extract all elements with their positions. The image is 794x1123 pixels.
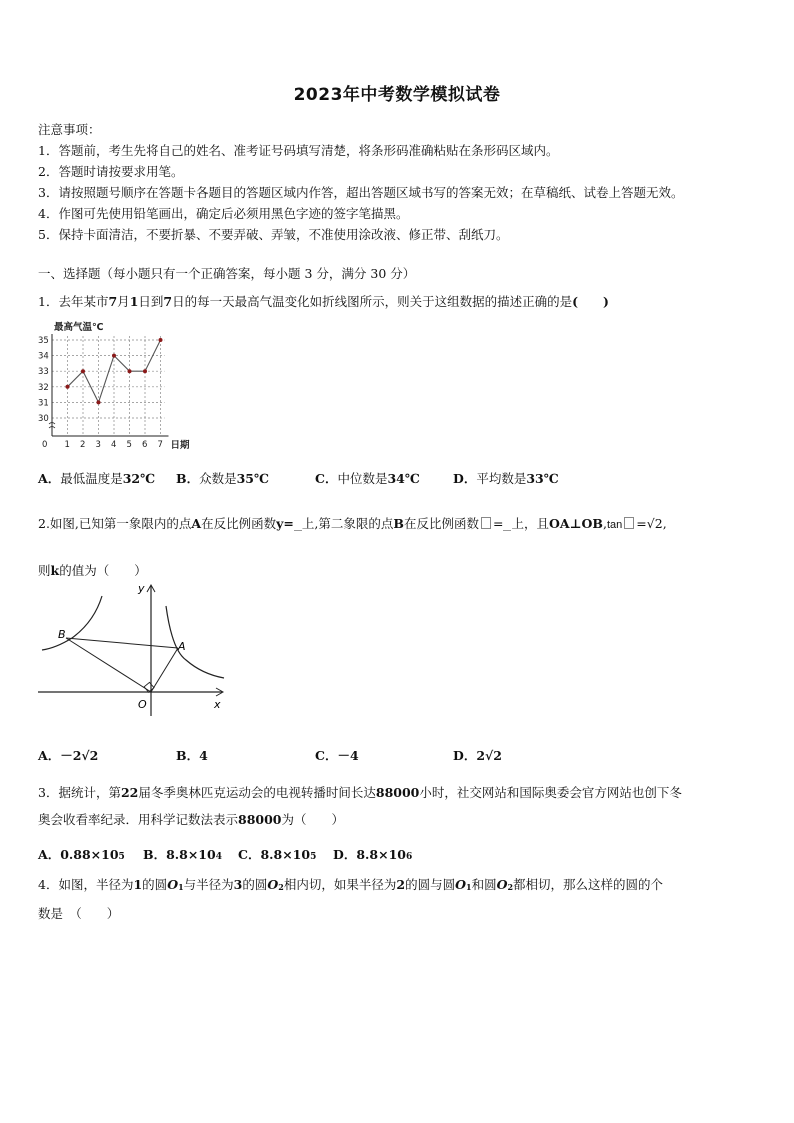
question-1-text [38, 294, 609, 310]
question-2-line2 [38, 563, 147, 579]
chart-y-tick-label: 33 [38, 367, 49, 378]
q2-t3: 上,第二象限的点 [301, 516, 394, 531]
question-4-line2: 数是 （ ） [38, 906, 120, 921]
q3-n88b: 88000 [238, 812, 282, 827]
q1-num: 1． [38, 294, 59, 309]
q1-option-a [38, 469, 155, 487]
question-4-text [38, 877, 663, 895]
q3-line2a: 奥会收看率纪录．用科学记数法表示 [38, 812, 239, 827]
page-title: 2023年中考数学模拟试卷 [293, 85, 501, 105]
q2-t2: 在反比例函数 [201, 516, 277, 531]
q4-n3: 3 [233, 877, 243, 892]
chart-x-tick-label: 6 [142, 440, 148, 450]
q3-option-c-label: C． [238, 847, 261, 862]
q4-t3: 与半径为 [183, 877, 234, 892]
question-2-text [38, 516, 667, 533]
q4-t4: 的圆 [242, 877, 268, 892]
q2-point-a: A [191, 516, 202, 531]
q2-t4: 在反比例函数 [403, 516, 479, 531]
segment-oa [151, 648, 178, 692]
chart-data-point [128, 369, 132, 373]
q4-o1b: O [455, 877, 466, 892]
question-3-text [38, 785, 682, 801]
q1-option-b-label: B． [176, 471, 200, 486]
q3-n22: 22 [120, 785, 139, 800]
q2-option-c [315, 746, 359, 764]
q2-option-a [38, 746, 98, 764]
q4-t5: 相内切，如果半径为 [283, 877, 397, 892]
q1-option-d-value: 33℃ [526, 471, 559, 486]
chart-x-tick-label: 4 [111, 440, 117, 450]
q1-t3: 月 [117, 294, 130, 309]
q2-sqrt2: √2 [646, 516, 663, 531]
q3-n88: 88000 [375, 785, 420, 800]
temperature-line-chart [36, 318, 206, 454]
notice-item-2: 2．答题时请按要求用笔。 [38, 164, 184, 179]
fraction-icon [294, 517, 302, 531]
q4-o2: O [267, 877, 279, 892]
q3-line2b: 为（ ） [281, 812, 345, 827]
chart-data-point [143, 369, 147, 373]
q2-relation: OA⊥OB [548, 516, 603, 531]
q3-option-a-value: 0.88×10 [60, 847, 119, 862]
q4-n1: 1 [133, 877, 143, 892]
label-b: B [58, 628, 66, 641]
q2-t5: 上，且 [511, 516, 549, 531]
chart-data-point [66, 385, 70, 389]
q3-option-a-label: A． [38, 847, 61, 862]
q1-t6: 7 [163, 294, 173, 309]
q1-option-c-label: C． [315, 471, 338, 486]
chart-y-tick-label: 34 [38, 351, 49, 362]
q1-option-c-value: 34℃ [387, 471, 420, 486]
notice-item-5: 5．保持卡面清洁，不要折暴、不要弄破、弄皱，不准使用涂改液、修正带、刮纸刀。 [38, 227, 509, 242]
q3-option-a-exp: 5 [118, 852, 125, 862]
q3-t3: 小时，社交网站和国际奥委会官方网站也创下冬 [419, 785, 682, 800]
q2-option-a-label: A． [38, 748, 61, 763]
chart-y-tick-label: 32 [38, 382, 49, 393]
q4-o1-sub: 1 [178, 882, 184, 892]
q2-point-b: B [393, 516, 404, 531]
q2-option-b [176, 746, 208, 764]
chart-x-tick-label: 2 [80, 440, 86, 450]
chart-x-label: 日期 [170, 440, 190, 451]
q4-t2: 的圆 [142, 877, 168, 892]
chart-y-tick-label: 35 [38, 336, 49, 346]
notice-item-4: 4．作图可先使用铅笔画出，确定后必须用黑色字迹的签字笔描黑。 [38, 206, 409, 221]
q4-o2b: O [496, 877, 508, 892]
chart-data-point [159, 338, 163, 342]
segment-ob [66, 638, 151, 692]
chart-x-tick-label: 1 [64, 440, 70, 450]
chart-title: 最高气温℃ [54, 322, 104, 333]
notice-item-1: 1．答题前，考生先将自己的姓名、准考证号码填写清楚，将条形码准确粘贴在条形码区域内。 [38, 143, 559, 158]
q1-t4: 1 [129, 294, 139, 309]
q3-option-c [238, 845, 316, 863]
chart-data-point [112, 354, 116, 358]
q1-option-a-text: 最低温度是 [60, 471, 123, 486]
q3-option-c-value: 8.8×10 [260, 847, 311, 862]
q4-o2-sub: 2 [278, 882, 284, 892]
q2-option-c-value: －4 [337, 748, 359, 763]
q1-t1: 去年某市 [58, 294, 109, 309]
label-o: O [138, 698, 147, 711]
missing-glyph-icon [481, 517, 491, 529]
hyperbola-figure [36, 580, 228, 718]
q4-o2b-sub: 2 [507, 882, 514, 892]
q2-comma: , [603, 516, 607, 531]
notice-item-3: 3．请按照题号顺序在答题卡各题目的答题区域内作答，超出答题区域书写的答案无效；在草稿纸、试卷上答题无效。 [38, 185, 684, 200]
q3-option-b [143, 845, 222, 863]
chart-data-point [81, 369, 85, 373]
q4-t6: 的圆与圆 [405, 877, 456, 892]
chart-x-tick-label: 5 [126, 440, 132, 450]
q3-option-c-exp: 5 [310, 852, 317, 862]
q1-option-c-text: 中位数是 [337, 471, 388, 486]
q1-option-b [176, 469, 269, 487]
q3-t1: 3．据统计，第 [38, 785, 121, 800]
q3-option-d [333, 845, 412, 863]
q3-option-d-exp: 6 [405, 852, 413, 862]
q2-option-d [453, 746, 502, 764]
q2-option-b-label: B． [176, 748, 200, 763]
hyperbola-branch-first-quadrant [166, 606, 224, 678]
q2-line2b: 的值为（ ） [59, 563, 147, 578]
q2-t6: , [662, 516, 667, 531]
chart-y-tick-label: 30 [38, 414, 49, 424]
q3-option-b-value: 8.8×10 [166, 847, 216, 862]
q2-t1: 2.如图,已知第一象限内的点 [38, 516, 192, 531]
missing-glyph-icon [624, 517, 634, 529]
q3-option-a [38, 845, 125, 863]
q4-n2: 2 [396, 877, 406, 892]
q1-option-d [453, 469, 559, 487]
q2-eq: = [492, 516, 504, 531]
q1-option-d-label: D． [453, 471, 477, 486]
q1-t2: 7 [108, 294, 118, 309]
q3-option-b-label: B． [143, 847, 167, 862]
q1-option-a-value: 32℃ [122, 471, 156, 486]
q2-option-d-label: D． [453, 748, 477, 763]
q3-option-d-label: D． [333, 847, 357, 862]
q3-t2: 届冬季奥林匹克运动会的电视转播时间长达 [138, 785, 376, 800]
q1-option-a-label: A． [38, 471, 61, 486]
segment-ab [66, 638, 178, 648]
q1-option-b-value: 35℃ [236, 471, 269, 486]
q4-t8: 都相切，那么这样的圆的个 [513, 877, 664, 892]
q1-t5: 日到 [138, 294, 164, 309]
q4-o1b-sub: 1 [465, 882, 472, 892]
q4-o1: O [167, 877, 179, 892]
q2-tan: tan [606, 519, 623, 531]
chart-x-tick-label: 7 [157, 440, 163, 450]
notice-heading: 注意事项： [38, 122, 101, 137]
chart-y-tick-label: 31 [38, 398, 49, 409]
q1-t7: 日的每一天最高气温变化如折线图所示，则关于这组数据的描述正确的是 [172, 294, 573, 309]
q2-eq2: = [636, 516, 647, 531]
label-a: A [178, 640, 186, 653]
section-heading: 一、选择题（每小题只有一个正确答案，每小题 3 分，满分 30 分） [38, 266, 416, 281]
q2-line2a: 则 [38, 563, 51, 578]
label-y: y [138, 582, 145, 595]
q4-t1: 4．如图，半径为 [38, 877, 134, 892]
q1-option-b-text: 众数是 [199, 471, 237, 486]
chart-x-tick-label: 3 [95, 440, 101, 450]
chart-data-point [97, 400, 101, 404]
q3-option-b-exp: 4 [215, 852, 222, 862]
q2-option-d-value: 2√2 [476, 748, 502, 763]
q2-y: y= [276, 516, 294, 531]
q2-option-c-label: C． [315, 748, 338, 763]
q2-option-a-value: －2√2 [60, 748, 99, 763]
label-x: x [214, 698, 221, 711]
q3-option-d-value: 8.8×10 [356, 847, 406, 862]
q1-t8: ( ) [572, 294, 609, 309]
q1-option-d-text: 平均数是 [476, 471, 527, 486]
q4-t7: 和圆 [471, 877, 497, 892]
q2-option-b-value: 4 [199, 748, 208, 763]
chart-x-tick-label: 0 [42, 440, 48, 450]
q2-k: k [50, 563, 60, 578]
q1-option-c [315, 469, 420, 487]
question-3-line2 [38, 812, 344, 828]
